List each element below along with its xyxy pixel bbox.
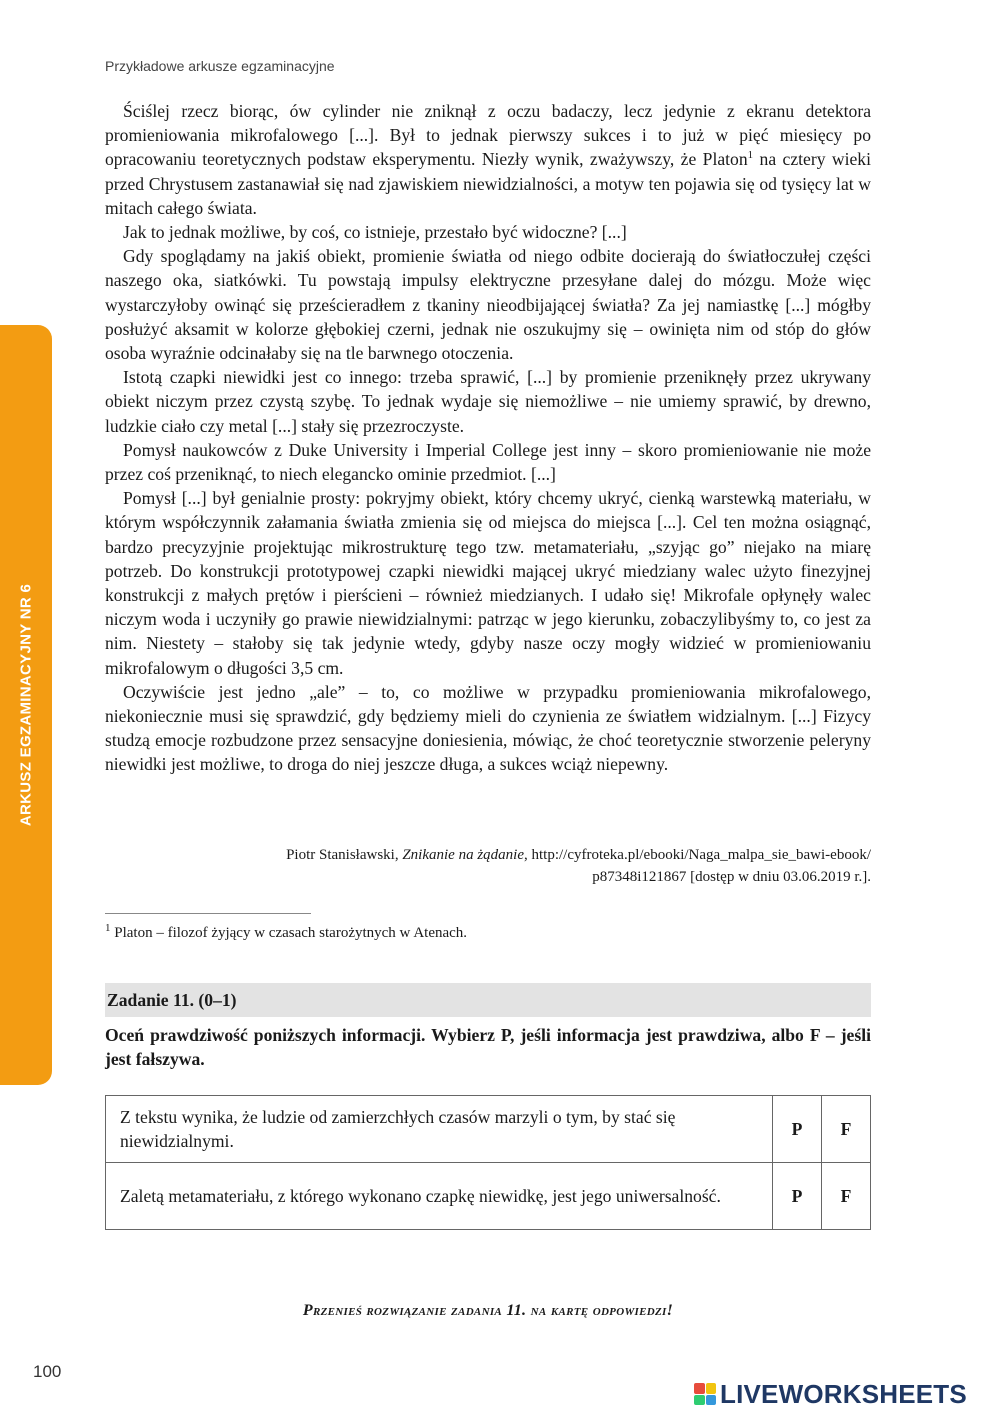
- p1-text-b: na cztery wieki przed Chrystusem zastanawiał się nad zjawiskiem niewidzialności, a motyw ten pojawia się od tysięcy lat w mitach całego świata.: [105, 149, 871, 218]
- statement-2: Zaletą metamateriału, z którego wykonano czapkę niewidkę, jest jego uniwersalność.: [106, 1163, 773, 1230]
- article-paragraph-5: Pomysł naukowców z Duke University i Imperial College jest inny – skoro promieniowanie nie może przez coś przeniknąć, to niech elegancko ominie przedmiot. [...]: [105, 439, 871, 485]
- table-row: [106, 1163, 871, 1230]
- footnote-divider: [105, 913, 311, 914]
- watermark-text: LIVEWORKSHEETS: [720, 1378, 967, 1409]
- side-tab-label: ARKUSZ EGZAMINACYJNY NR 6: [17, 583, 35, 827]
- option-p-1[interactable]: P: [773, 1096, 822, 1163]
- citation-line-1: [105, 844, 871, 866]
- running-header: Przykładowe arkusze egzaminacyjne: [105, 58, 335, 74]
- footnote-ref: 1: [747, 149, 754, 162]
- footnote-mark: 1: [105, 922, 111, 934]
- page-number: 100: [33, 1362, 62, 1381]
- task-title: Zadanie 11. (0–1): [105, 983, 871, 1017]
- option-f-1[interactable]: F: [822, 1096, 871, 1163]
- option-f-2[interactable]: F: [822, 1163, 871, 1230]
- statement-1: Z tekstu wynika, że ludzie od zamierzchłych czasów marzyli o tym, by stać się niewidzialnymi.: [106, 1096, 773, 1163]
- liveworksheets-watermark: [694, 1378, 967, 1410]
- citation-url: , http://cyfroteka.pl/ebooki/Naga_malpa_sie_bawi-ebook/: [524, 847, 871, 863]
- liveworksheets-logo-icon: [694, 1383, 716, 1405]
- article-text: [105, 99, 871, 777]
- article-paragraph-3: Gdy spoglądamy na jakiś obiekt, promienie światła od niego odbite docierają do światłoczułej części naszego oka, siatkówki. Tu powstają impulsy elektryczne przesyłane dalej do mózgu. Może więc wystarczyłoby owinąć się prześcieradłem z tkaniny nieodbijającej światła? Za jej namiastkę [...] mógłby posłużyć aksamit w kolorze głębokiej czerni, jednak nie oszukujmy się – owinięta nim od stóp do głów osoba wyraźnie odcinałaby się na tle barwnego otoczenia.: [105, 246, 871, 364]
- citation-author: Piotr Stanisławski,: [286, 847, 403, 863]
- article-paragraph-4: Istotą czapki niewidki jest co innego: trzeba sprawić, [...] by promienie przeniknęły przez ukrywany obiekt niczym przez czystą szybę. To jednak wydaje się niemożliwe – nie umiemy sprawić, by drewno, ludzkie ciało czy metal [...] stały się przezroczyste.: [105, 367, 871, 436]
- citation-title: Znikanie na żądanie: [402, 847, 524, 863]
- citation-line-2: p87348i121867 [dostęp w dniu 03.06.2019 r.].: [592, 869, 871, 885]
- footnote: [105, 922, 467, 942]
- article-paragraph-6: Pomysł [...] był genialnie prosty: pokryjmy obiekt, który chcemy ukryć, cienką warstewką materiału, w którym współczynnik załamania światła zmienia się od miejsca do miejsca [...]. Cel ten można osiągnąć, bardzo precyzyjnie projektując mikrostrukturę tego tzw. metamateriału, „szyjąc go” niejako na miarę potrzeb. Do konstrukcji prototypowej czapki niewidki mającej ukryć miedziany walec użyto finezyjnej konstrukcji z małych prętów i pierścieni – również miedzianych. I udało się! Mikrofale opłynęły walec niczym woda i uczyniły go prawie niewidzialnymi: patrząc w jego kierunku, zobaczylibyśmy to, co jest za nim. Niestety – stałoby się tak jedynie wtedy, gdyby nasze oczy mogły widzieć w promieniowaniu mikrofalowym o długości 3,5 cm.: [105, 488, 871, 678]
- source-citation: [105, 844, 871, 888]
- transfer-note: Przenieś rozwiązanie zadania 11. na kartę odpowiedzi!: [302, 1302, 674, 1319]
- article-paragraph-2: Jak to jednak możliwe, by coś, co istnieje, przestało być widoczne? [...]: [123, 222, 627, 243]
- option-p-2[interactable]: P: [773, 1163, 822, 1230]
- true-false-table: [105, 1095, 871, 1230]
- article-paragraph-7: Oczywiście jest jedno „ale” – to, co możliwe w przypadku promieniowania mikrofalowego, niekoniecznie musi się sprawdzić, gdy będziemy mieli do czynienia ze światłem widzialnym. [...] Fizycy studzą emocje rozbudzone przez sensacyjne doniesienia, mówiąc, że choć teoretycznie stworzenie peleryny niewidki jest możliwe, to droga do niej jeszcze długa, a sukces wciąż niepewny.: [105, 681, 871, 775]
- footnote-text: Platon – filozof żyjący w czasach starożytnych w Atenach.: [110, 925, 468, 941]
- p1-text-a: Ściślej rzecz biorąc, ów cylinder nie zniknął z oczu badaczy, lecz jedynie z ekranu detektora promieniowania mikrofalowego [...]. Był to jednak pierwszy sukces i to już w pięć miesięcy po opracowaniu teoretycznych podstaw eksperymentu. Niezły wynik, zważywszy, że Platon: [105, 101, 871, 170]
- table-row: [106, 1096, 871, 1163]
- article-paragraph-1: [105, 99, 871, 220]
- task-instruction: Oceń prawdziwość poniższych informacji. Wybierz P, jeśli informacja jest prawdziwa, albo F – jeśli jest fałszywa.: [105, 1025, 871, 1069]
